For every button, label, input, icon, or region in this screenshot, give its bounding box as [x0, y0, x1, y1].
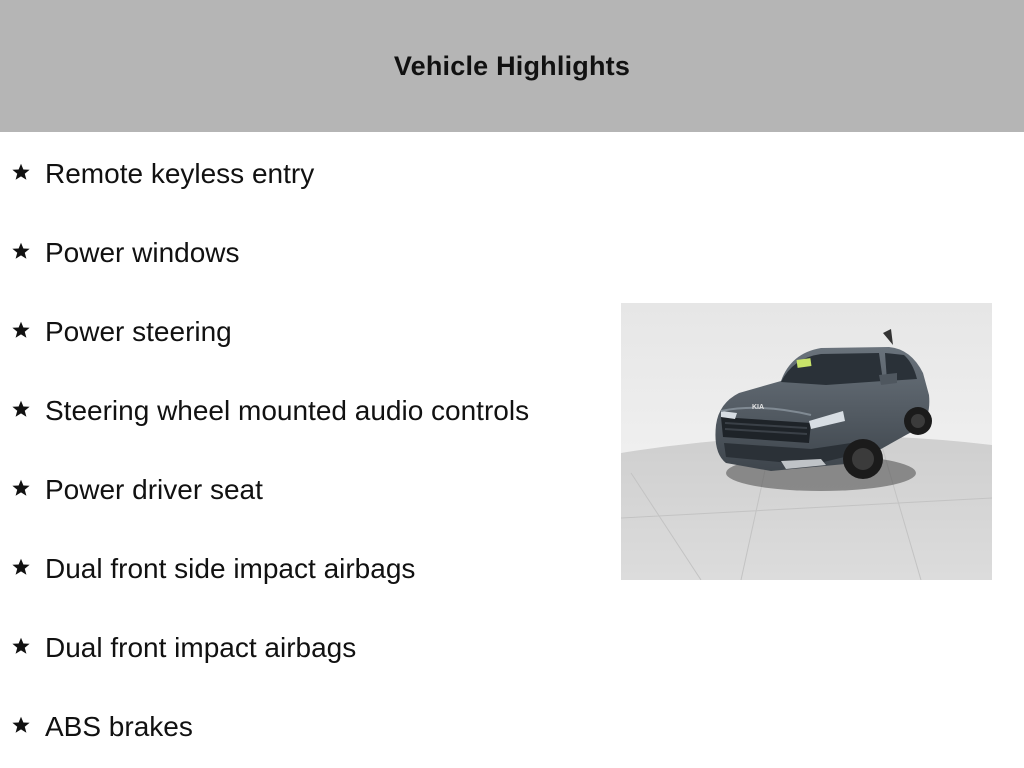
star-icon [10, 714, 32, 736]
feature-label: Power driver seat [45, 474, 263, 505]
badge-text: KIA [752, 404, 765, 411]
star-icon [10, 398, 32, 420]
feature-label: Power windows [45, 237, 240, 268]
star-icon [10, 635, 32, 657]
suv-image [621, 303, 992, 580]
feature-label: ABS brakes [45, 711, 193, 742]
star-icon [10, 556, 32, 578]
page-header [0, 0, 1024, 132]
star-icon [10, 240, 32, 262]
star-icon [10, 319, 32, 341]
vehicle-photo [621, 303, 992, 580]
feature-label: Dual front impact airbags [45, 632, 357, 663]
feature-label: Remote keyless entry [45, 158, 315, 189]
star-icon [10, 161, 32, 183]
feature-label: Steering wheel mounted audio controls [45, 395, 530, 426]
page-title: Vehicle Highlights [393, 50, 631, 81]
feature-label: Power steering [45, 316, 232, 347]
star-icon [10, 477, 32, 499]
feature-label: Dual front side impact airbags [45, 553, 416, 584]
